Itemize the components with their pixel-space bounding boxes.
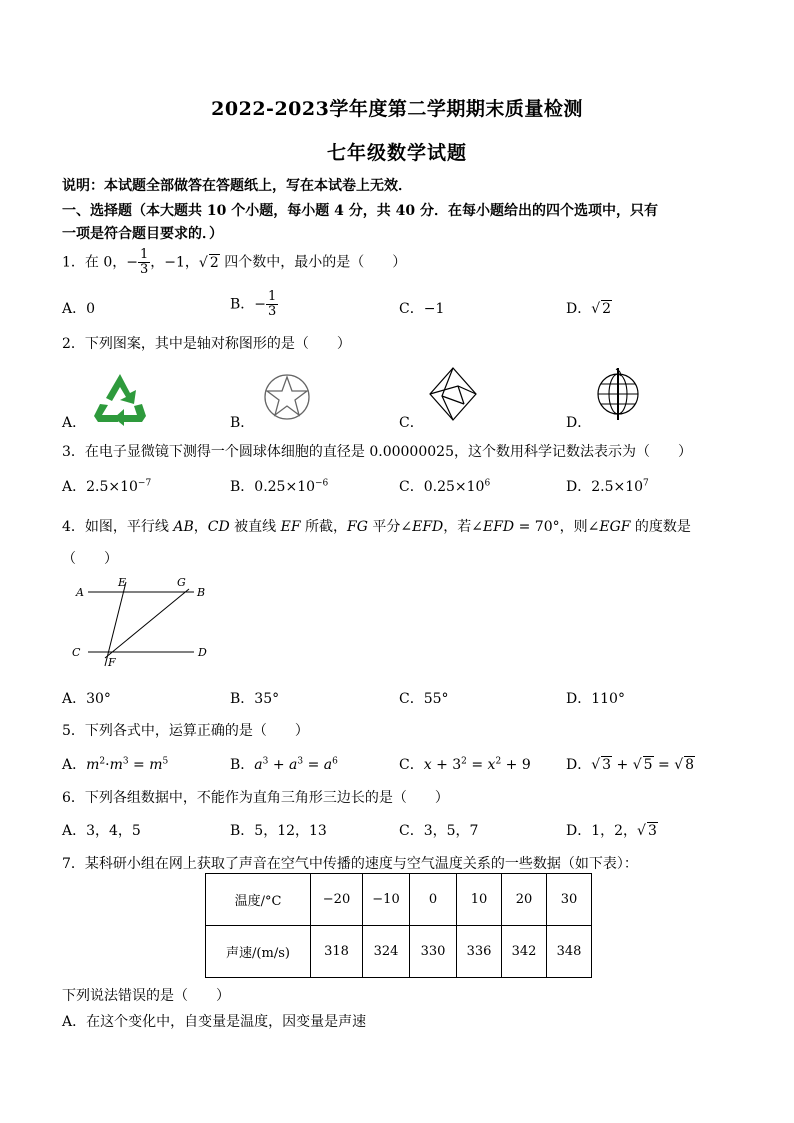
table-cell: −10 [363,874,410,926]
q1-option-b-num: 1 [268,289,277,304]
q6-option-d-sqrt-val: 3 [647,823,657,839]
q5-option-c: C．$x + 3^2 = x^2 + 9$ [399,756,531,773]
question-2: 2．下列图案，其中是轴对称图形的是（ ） [62,336,351,352]
label-D: D [198,646,207,659]
q3-option-c [399,476,490,496]
label-F: F [108,656,116,669]
table-cell: 20 [502,874,547,926]
table-cell: 330 [410,926,457,978]
globe-icon [594,366,642,422]
table-cell: 324 [363,926,410,978]
table-row-temperature [206,874,592,926]
q6-option-a: A．3，4，5 [62,823,141,839]
q4-ef: EF [280,519,301,535]
q7-question: 下列说法错误的是（ ） [62,988,230,1004]
q2-option-a: A． [62,415,87,431]
q5-option-d: D．√ 3 + √ 5 = √ 8 [566,757,695,773]
label-B: B [197,586,206,599]
table-cell: 10 [457,874,502,926]
q4-option-b: B．35° [230,691,280,707]
question-3: 3．在电子显微镜下测得一个圆球体细胞的直径是 0.00000025，这个数用科学记数法表示为（ ） [62,444,692,460]
question-1: 1．在 0，− $\frac{1}{3}$ ，−1，√ 2 四个数中，最小的是（ ） [62,247,407,277]
q4-text-e: ，若∠ [443,519,483,535]
table-cell: −20 [311,874,363,926]
q3-option-b-base: B．0.25×10 [230,479,316,495]
q6-option-d [566,820,658,840]
table-cell: 336 [457,926,502,978]
question-7: 7．某科研小组在网上获取了声音在空气中传播的速度与空气温度关系的一些数据（如下表）： [62,856,638,872]
q3-option-c-base: C．0.25×10 [399,479,485,495]
q3-option-a [62,476,151,496]
q3-option-b [230,476,328,496]
speed-temperature-table [205,873,592,978]
exam-title: 2022-2023学年度第二学期期末质量检测 [211,98,583,120]
q2-option-c: C． [399,415,424,431]
q2-option-d: D． [566,415,592,431]
q3-option-d-base: D．2.5×10 [566,479,644,495]
q4-efd: EFD [412,519,444,535]
label-A: A [76,586,84,599]
q6-option-c: C．3，5，7 [399,823,479,839]
q5-option-b-label: B． [230,757,255,773]
table-cell: 342 [502,926,547,978]
table-row-speed [206,926,592,978]
q3-option-c-exp: 6 [484,478,491,489]
q1-option-b-frac [266,290,278,319]
q1-option-d-label: D． [566,301,592,317]
q3-option-a-base: A．2.5×10 [62,479,138,495]
q1-option-c: C．−1 [399,301,445,317]
q1-option-b-den: 3 [268,304,277,319]
table-cell: 318 [311,926,363,978]
table-cell: 0 [410,874,457,926]
pinwheel-square-icon [428,366,478,422]
q3-option-d-exp: 7 [643,478,649,489]
q1-frac-den: 3 [140,262,149,277]
q6-option-d-label: D．1，2， [566,823,638,839]
section-heading-line1: 一、选择题（本大题共 10 个小题，每小题 4 分，共 40 分．在每小题给出的四个选项中，只有 [62,203,658,219]
q1-sqrt: √ 2 [198,254,219,271]
q5-option-c-label: C． [399,757,424,773]
q1-suffix: 四个数中，最小的是（ ） [219,254,407,271]
q4-text-a: 4．如图，平行线 [62,519,174,535]
q4-text-c: 所截， [300,519,347,535]
q4-answer-blank: （ ） [62,551,118,567]
recycle-icon [90,370,150,426]
q4-option-a: A．30° [62,691,111,707]
table-cell: 30 [547,874,592,926]
q1-option-a: A．0 [62,301,96,317]
question-4 [62,516,691,536]
q1-option-d-sqrt-val: 2 [602,301,612,317]
q1-option-b: B．− $\frac{1}{3}$ [230,289,277,319]
q4-text-g: 的度数是 [630,519,691,535]
q6-option-b: B．5，12，13 [230,823,327,839]
table-cell: 348 [547,926,592,978]
q4-egf: EGF [599,519,631,535]
q1-sqrt-val: 2 [209,254,219,271]
question-6: 6．下列各组数据中，不能作为直角三角形三边长的是（ ） [62,790,449,806]
star-in-circle-icon [262,372,312,422]
q5-option-b: B．$a^3 + a^3 = a^6$ [230,756,338,773]
q5-option-a: A．$m^2\cdot m^3 = m^5$ [62,756,169,773]
q1-option-b-label: B． [230,296,255,313]
q4-text-d: 平分∠ [367,519,413,535]
parallel-lines-figure [66,574,216,674]
q1-option-d [566,298,612,318]
q1-mid: ，−1， [150,254,199,271]
q1-frac-num: 1 [140,247,149,262]
table-header-speed: 声速/(m/s) [206,926,311,978]
q1-fraction [138,248,150,277]
q3-option-b-exp: −6 [315,478,329,489]
q4-efd2: EFD [483,519,515,535]
q6-option-d-sqrt: √ 3 [637,823,657,839]
q4-text-f: = 70°，则∠ [514,519,600,535]
q4-cd: CD [207,519,230,535]
q4-option-c: C．55° [399,691,449,707]
label-G: G [177,576,186,589]
question-5: 5．下列各式中，运算正确的是（ ） [62,723,309,739]
q5-option-d-label: D． [566,757,592,773]
exam-subtitle: 七年级数学试题 [326,142,467,164]
q4-ab: AB [173,519,194,535]
q5-option-a-label: A． [62,757,87,773]
q1-option-d-sqrt: √ 2 [591,301,612,317]
q4-fg: FG [347,519,368,535]
section-heading-line2: 一项是符合题目要求的．） [62,226,223,242]
label-C: C [72,646,81,659]
label-E: E [118,576,127,589]
q7-option-a: A．在这个变化中，自变量是温度，因变量是声速 [62,1014,367,1030]
q3-option-d [566,476,649,496]
q2-option-b: B． [230,415,255,431]
table-header-temperature: 温度/°C [206,874,311,926]
q4-sep: ， [193,519,208,535]
q4-text-b: 被直线 [229,519,281,535]
q1-prefix: 1．在 0， [62,254,127,271]
instructions-note: 说明：本试题全部做答在答题纸上，写在本试卷上无效． [62,178,412,194]
q3-option-a-exp: −7 [137,478,152,489]
q4-option-d: D．110° [566,691,625,707]
